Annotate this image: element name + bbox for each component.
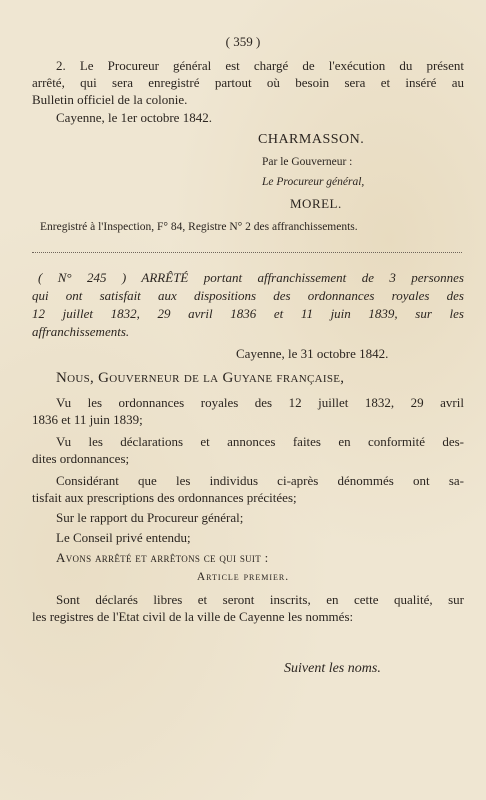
paragraph-line: Vu les ordonnances royales des 12 juillet 1832, 29 avril [56,395,464,410]
registration-note: Enregistré à l'Inspection, F° 84, Registre N° 2 des affranchissements. [40,221,358,233]
paragraph-line: arrêté, qui sera enregistré partout où besoin sera et inséré au [32,75,464,90]
decree-date: Cayenne, le 31 octobre 1842. [236,346,389,361]
page-number: ( 359 ) [225,34,261,49]
article-line: les registres de l'Etat civil de la ville de Cayenne les nommés: [32,609,354,624]
article-line: Sont déclarés libres et seront inscrits, en cette qualité, sur [56,592,464,607]
nous-line: Nous, Gouverneur de la Guyane française, [56,370,345,386]
date-line: Cayenne, le 1er octobre 1842. [56,110,212,125]
section-divider [32,252,462,253]
by-governor: Par le Gouverneur : [262,156,353,168]
decree-heading-line: ( N° 245 ) ARRÊTÉ portant affranchissement de 3 personnes [38,270,464,285]
paragraph-line: 1836 et 11 juin 1839; [32,412,143,427]
paragraph-line: 2. Le Procureur général est chargé de l'exécution du présent [56,58,464,73]
paragraph-line: Sur le rapport du Procureur général; [56,510,244,525]
paragraph-line: Bulletin officiel de la colonie. [32,92,188,107]
decree-heading-line: 12 juillet 1832, 29 avril 1836 et 11 juin 1839, sur les [32,306,464,321]
paragraph-line: Le Conseil privé entendu; [56,530,191,545]
decree-heading-line: qui ont satisfait aux dispositions des ordonnances royales des [32,288,464,303]
paragraph-line: tisfait aux prescriptions des ordonnances précitées; [32,490,297,505]
signature: CHARMASSON. [258,132,365,147]
footer-note: Suivent les noms. [284,661,381,676]
procureur-title: Le Procureur général, [262,176,365,188]
paragraph-line: dites ordonnances; [32,451,130,466]
paragraph-line: Avons arrêté et arrêtons ce qui suit : [56,550,269,565]
article-heading: Article premier. [196,571,290,583]
paragraph-line: Considérant que les individus ci-après dénommés ont sa- [56,473,464,488]
paragraph-line: Vu les déclarations et annonces faites en conformité des- [56,434,464,449]
decree-heading-line: affranchissements. [32,324,130,339]
procureur-name: MOREL. [290,196,342,211]
